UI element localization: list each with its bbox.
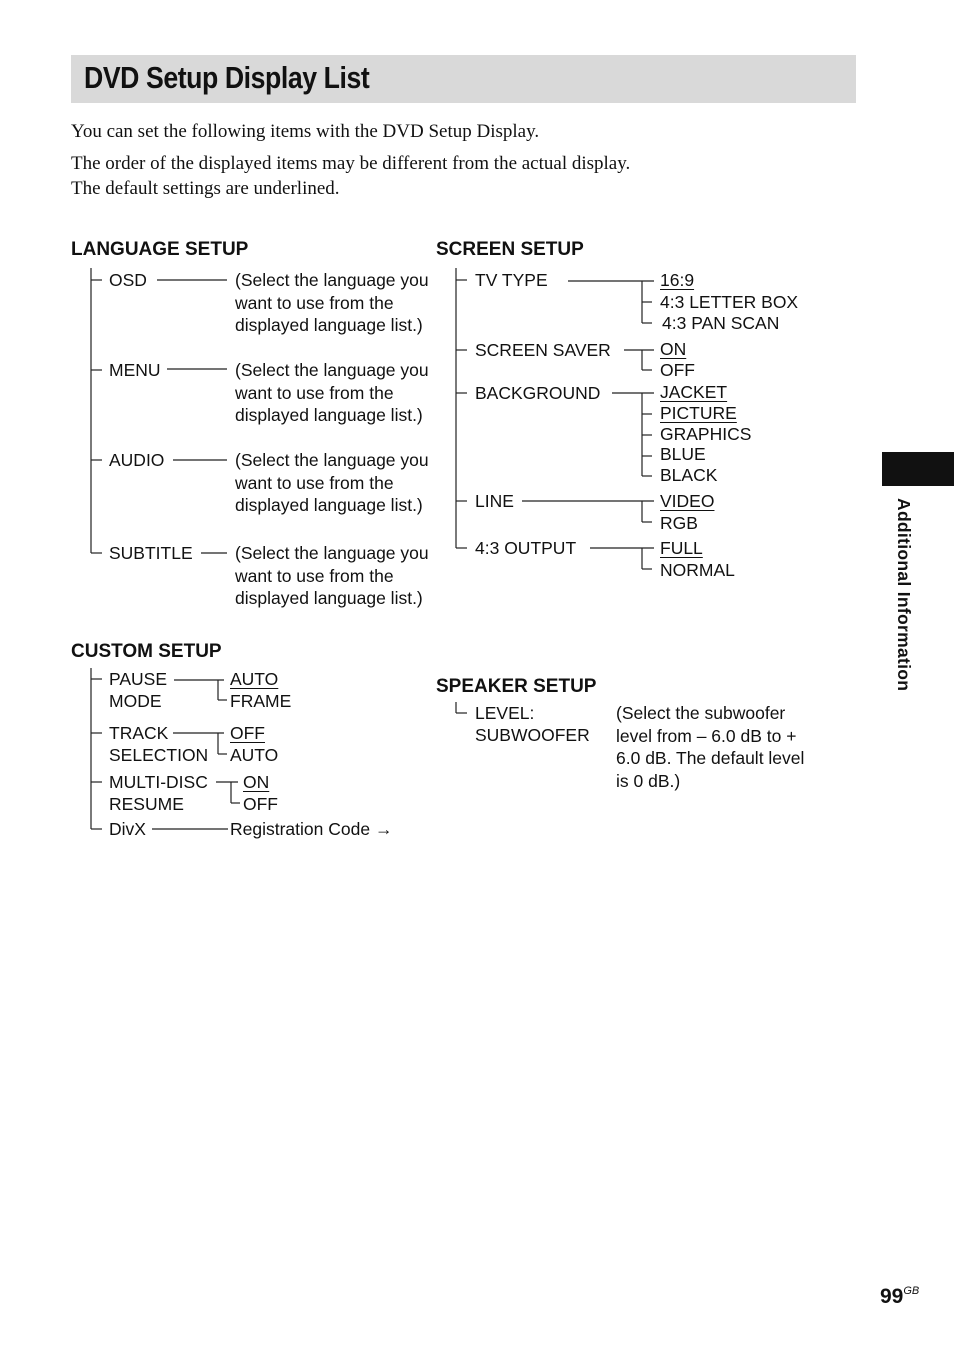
side-tab-label: Additional Information bbox=[894, 498, 914, 692]
tv-type-options: 16:9 4:3 LETTER BOX 4:3 PAN SCAN bbox=[660, 270, 799, 333]
track-selection-item: TRACK SELECTION bbox=[109, 723, 209, 765]
menu-item: MENU bbox=[109, 360, 161, 380]
tv-type-item: TV TYPE bbox=[475, 270, 548, 290]
custom-setup-heading: CUSTOM SETUP bbox=[71, 641, 222, 662]
menu-desc: (Select the language you want to use from the displayed language list.) bbox=[235, 360, 429, 425]
output-item: 4:3 OUTPUT bbox=[475, 538, 577, 558]
multi-disc-resume-item: MULTI-DISC RESUME bbox=[109, 772, 208, 814]
line-options: VIDEO RGB bbox=[660, 491, 715, 533]
intro-line-2: The order of the displayed items may be different from the actual display. bbox=[71, 153, 631, 174]
speaker-setup-heading: SPEAKER SETUP bbox=[436, 676, 597, 697]
output-options: FULL NORMAL bbox=[660, 538, 735, 580]
multi-disc-resume-options: ON OFF bbox=[243, 772, 278, 814]
subwoofer-level-item: LEVEL: SUBWOOFER bbox=[475, 703, 590, 745]
track-selection-options: OFF AUTO bbox=[230, 723, 279, 765]
subwoofer-level-desc: (Select the subwoofer level from – 6.0 dB to + 6.0 dB. The default level is 0 dB.) bbox=[616, 703, 805, 791]
side-tab-marker bbox=[882, 452, 954, 486]
intro-line-1: You can set the following items with the DVD Setup Display. bbox=[71, 121, 540, 142]
screen-setup-heading: SCREEN SETUP bbox=[436, 239, 584, 260]
audio-desc: (Select the language you want to use from the displayed language list.) bbox=[235, 450, 429, 515]
audio-item: AUDIO bbox=[109, 450, 165, 470]
divx-item: DivX bbox=[109, 819, 146, 839]
subtitle-desc: (Select the language you want to use from the displayed language list.) bbox=[235, 543, 429, 608]
intro-line-3: The default settings are underlined. bbox=[71, 178, 340, 199]
osd-item: OSD bbox=[109, 270, 147, 290]
subtitle-item: SUBTITLE bbox=[109, 543, 193, 563]
background-options: JACKET PICTURE GRAPHICS BLUE BLACK bbox=[660, 382, 752, 486]
osd-desc: (Select the language you want to use from the displayed language list.) bbox=[235, 270, 429, 335]
divx-value: Registration Code → bbox=[230, 819, 393, 839]
arrow-right-icon: → bbox=[374, 819, 393, 839]
screen-saver-item: SCREEN SAVER bbox=[475, 340, 611, 360]
screen-saver-options: ON OFF bbox=[660, 339, 695, 380]
pause-mode-item: PAUSE MODE bbox=[109, 669, 168, 711]
pause-mode-options: AUTO FRAME bbox=[230, 669, 292, 711]
page-title: DVD Setup Display List bbox=[84, 60, 370, 95]
background-item: BACKGROUND bbox=[475, 383, 601, 403]
line-item: LINE bbox=[475, 491, 514, 511]
language-setup-heading: LANGUAGE SETUP bbox=[71, 239, 249, 260]
page-number: $99^{GB}$ bbox=[880, 1285, 920, 1308]
